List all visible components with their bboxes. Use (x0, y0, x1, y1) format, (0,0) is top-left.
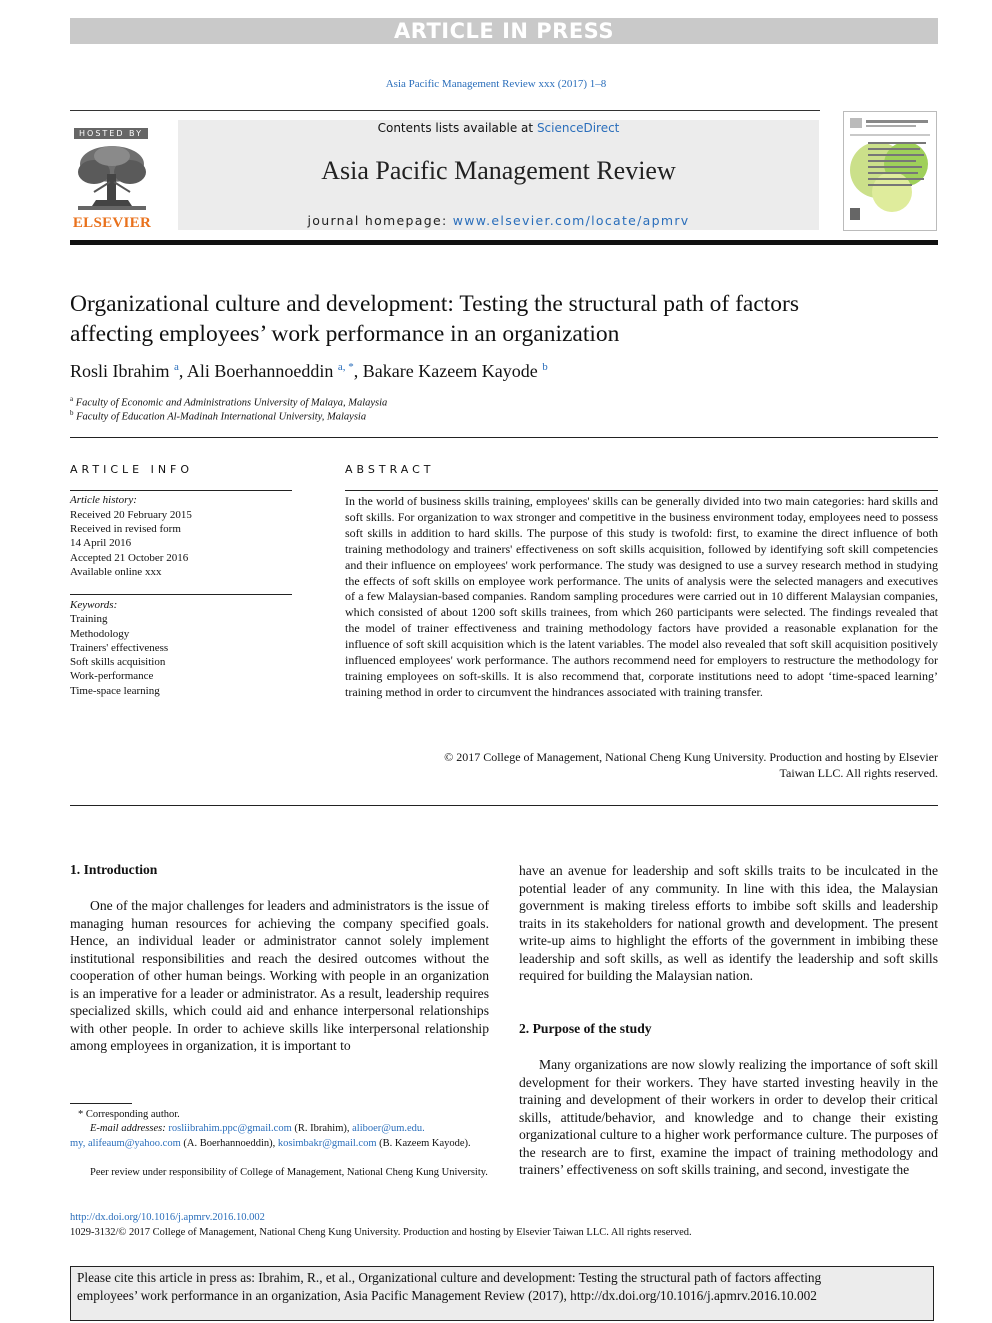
email-owner: (B. Kazeem Kayode). (379, 1137, 471, 1149)
author-affil-marker[interactable]: a, * (337, 361, 354, 373)
header-rule-top (70, 110, 820, 111)
history-item: 14 April 2016 (70, 537, 132, 549)
elsevier-tree-logo (72, 142, 152, 214)
history-item: Available online xxx (70, 566, 162, 578)
abstract-rule (345, 490, 938, 491)
history-item: Received in revised form (70, 523, 181, 535)
introduction-continued (519, 862, 938, 985)
article-title (70, 289, 938, 349)
keyword: Trainers' effectiveness (70, 642, 169, 654)
purpose-paragraph (519, 1056, 938, 1179)
affiliation-a (70, 395, 387, 409)
keywords-rule (70, 594, 292, 595)
homepage-prefix: journal homepage: (307, 213, 453, 228)
section-heading-purpose: 2. Purpose of the study (519, 1021, 652, 1036)
paragraph-text: have an avenue for leadership and soft skills traits to be inculcated in the potential leader of any community. In line with this idea, the Malaysian government is making tireless efforts to imbibe soft skills and leadership traits in its stakeholders for national growth and development. The present write-up aims to highlight the efforts of the government in imbibing these leadership and soft skills, as well as identify the leadership and soft skills required for building the Malaysian nation. (519, 863, 938, 983)
abstract-copyright (345, 750, 938, 782)
keyword: Training (70, 613, 108, 625)
author-affil-marker[interactable]: a (174, 361, 179, 373)
issn-copyright-line: 1029-3132/© 2017 College of Management, National Cheng Kung University. Production and hosting by Elsevier Taiwan LLC. All rights reserved. (70, 1227, 692, 1238)
author-name[interactable]: Ali Boerhannoeddin (186, 361, 334, 381)
corresponding-author-note: * Corresponding author. (78, 1109, 180, 1120)
affiliation-text: Faculty of Education Al-Madinah International University, Malaysia (76, 411, 367, 423)
email-link[interactable]: aliboer@um.edu. (352, 1123, 425, 1134)
email-owner: (R. Ibrahim), (294, 1123, 350, 1134)
section-rule (70, 805, 938, 806)
author-name[interactable]: Rosli Ibrahim (70, 361, 170, 381)
keywords-label: Keywords: (70, 599, 118, 611)
keyword: Time-space learning (70, 685, 160, 697)
affiliation-text: Faculty of Economic and Administrations University of Malaya, Malaysia (75, 397, 388, 409)
abstract-heading: ABSTRACT (345, 463, 435, 476)
copyright-line-1: © 2017 College of Management, National Cheng Kung University. Production and hosting by Elsevier (444, 750, 938, 764)
journal-homepage (178, 213, 819, 228)
keyword: Work-performance (70, 670, 154, 682)
peer-review-note: Peer review under responsibility of College of Management, National Cheng Kung University. (90, 1167, 488, 1178)
author-name[interactable]: Bakare Kazeem Kayode (362, 361, 538, 381)
author-affil-marker[interactable]: b (542, 361, 548, 373)
contents-prefix: Contents lists available at (377, 121, 537, 135)
journal-cover-thumbnail[interactable] (843, 111, 937, 231)
email-link[interactable]: rosliibrahim.ppc@gmail.com (168, 1123, 292, 1134)
introduction-paragraph (70, 897, 489, 1055)
footnote-rule (70, 1103, 132, 1104)
article-info-heading: ARTICLE INFO (70, 463, 194, 476)
article-in-press-banner: ARTICLE IN PRESS (70, 18, 938, 44)
email-addresses-note (70, 1122, 489, 1151)
elsevier-wordmark: ELSEVIER (72, 215, 152, 231)
email-label: E-mail addresses: (90, 1123, 166, 1134)
section-rule (70, 437, 938, 438)
history-item: Received 20 February 2015 (70, 509, 192, 521)
article-info-rule (70, 490, 292, 491)
keyword: Methodology (70, 628, 130, 640)
history-item: Accepted 21 October 2016 (70, 552, 189, 564)
hosted-by-label: HOSTED BY (74, 128, 148, 139)
article-title-line-2: affecting employees’ work performance in an organization (70, 321, 620, 347)
email-link[interactable]: alifeaum@yahoo.com (88, 1137, 181, 1149)
paragraph-text: One of the major challenges for leaders and administrators is the issue of managing human resources for achieving the company specified goals. Hence, an individual leader or administrator cannot solely implement institutional responsibilities and reach the desired outcomes without the cooperation of other human beings. Working with people in an organization is an imperative for a leader or administrator. As a result, leadership requires specialized skills, which could aid and enhance interpersonal relationships with other people. In order to achieve skills like interpersonal relationship among employees in organization, it is important to (70, 898, 489, 1053)
affiliation-b (70, 409, 366, 423)
author-list: Rosli Ibrahim $^a$, Ali Boerhannoeddin $^{a, *}$, Bakare Kazeem Kayode $^b$ (70, 361, 548, 381)
history-label: Article history: (70, 494, 137, 506)
affiliation-label: a (70, 395, 74, 403)
citation-line-2[interactable]: employees’ work performance in an organization, Asia Pacific Management Review (2017), http://dx.doi.org/10.1016/j.apmrv.2016.10.002 (77, 1287, 817, 1303)
doi-link[interactable]: http://dx.doi.org/10.1016/j.apmrv.2016.10.002 (70, 1212, 265, 1223)
journal-cover-image (844, 112, 936, 230)
citation-line-1: Please cite this article in press as: Ibrahim, R., et al., Organizational culture and development: Testing the structural path of factors affecting (77, 1270, 822, 1285)
contents-line (178, 121, 819, 135)
email-link[interactable]: my, (70, 1137, 86, 1149)
citation-box (70, 1266, 934, 1321)
sciencedirect-link[interactable]: ScienceDirect (536, 121, 620, 135)
email-link[interactable]: kosimbakr@gmail.com (277, 1137, 377, 1149)
header-rule-bottom (70, 240, 938, 245)
abstract-text: In the world of business skills training, employees' skills can be generally divided into two main categories: hard skills and soft skills. For organization to wax stronger and competitive in the business environment today, employees need to possess soft skills in addition to hard skills. The purpose of this study is twofold: first, to examine the direct influence of both training methodology and trainers' effectiveness on soft skills acquisition, followed by identifying soft skill competencies and their influence on employees' work performance. The study was designed to use a survey research method in studying the effects of soft skills on employee work performance. The units of analysis were the selected managers and executives of a few Malaysian-based companies. Random sampling procedures were carried out in 10 different Malaysian companies, which consisted of about 1200 soft skills trainees, from which 260 participants were selected. The findings revealed that the model of trainer effectiveness and training methodology factors have provided a reasonable explanation for the influence of soft skill acquisition which is the latent variables. The model also revealed that soft skill acquisition positively influenced employees' work performance. The authors recommend need for employers to restructure the methodology for training employees on soft-skills. It is also recommend that, corporate institutions need to adopt ‘time-spaced learning’ training method in order to circumvent the hindrances associated with training transfer. (345, 494, 938, 699)
email-owner: (A. Boerhannoeddin), (183, 1137, 276, 1149)
keyword: Soft skills acquisition (70, 656, 166, 668)
article-title-line-1: Organizational culture and development: Testing the structural path of factors (70, 291, 800, 317)
copyright-line-2: Taiwan LLC. All rights reserved. (779, 765, 938, 780)
journal-reference[interactable]: Asia Pacific Management Review xxx (2017) 1–8 (385, 78, 607, 90)
journal-title: Asia Pacific Management Review (321, 156, 676, 185)
paragraph-text: Many organizations are now slowly realizing the importance of soft skill development for their workers. They have started investing heavily in the training and development of their workers in order to develop their critical skills, attitude/behavior, and knowledge and to change their existing organizational culture to a higher work performance culture. The purposes of the research are to first, examine the impact of training methodology and trainers’ effectiveness on soft skills training, and second, investigate the (519, 1057, 938, 1177)
section-heading-introduction: 1. Introduction (70, 862, 158, 877)
homepage-link[interactable]: www.elsevier.com/locate/apmrv (452, 213, 690, 228)
affiliation-label: b (70, 409, 74, 417)
